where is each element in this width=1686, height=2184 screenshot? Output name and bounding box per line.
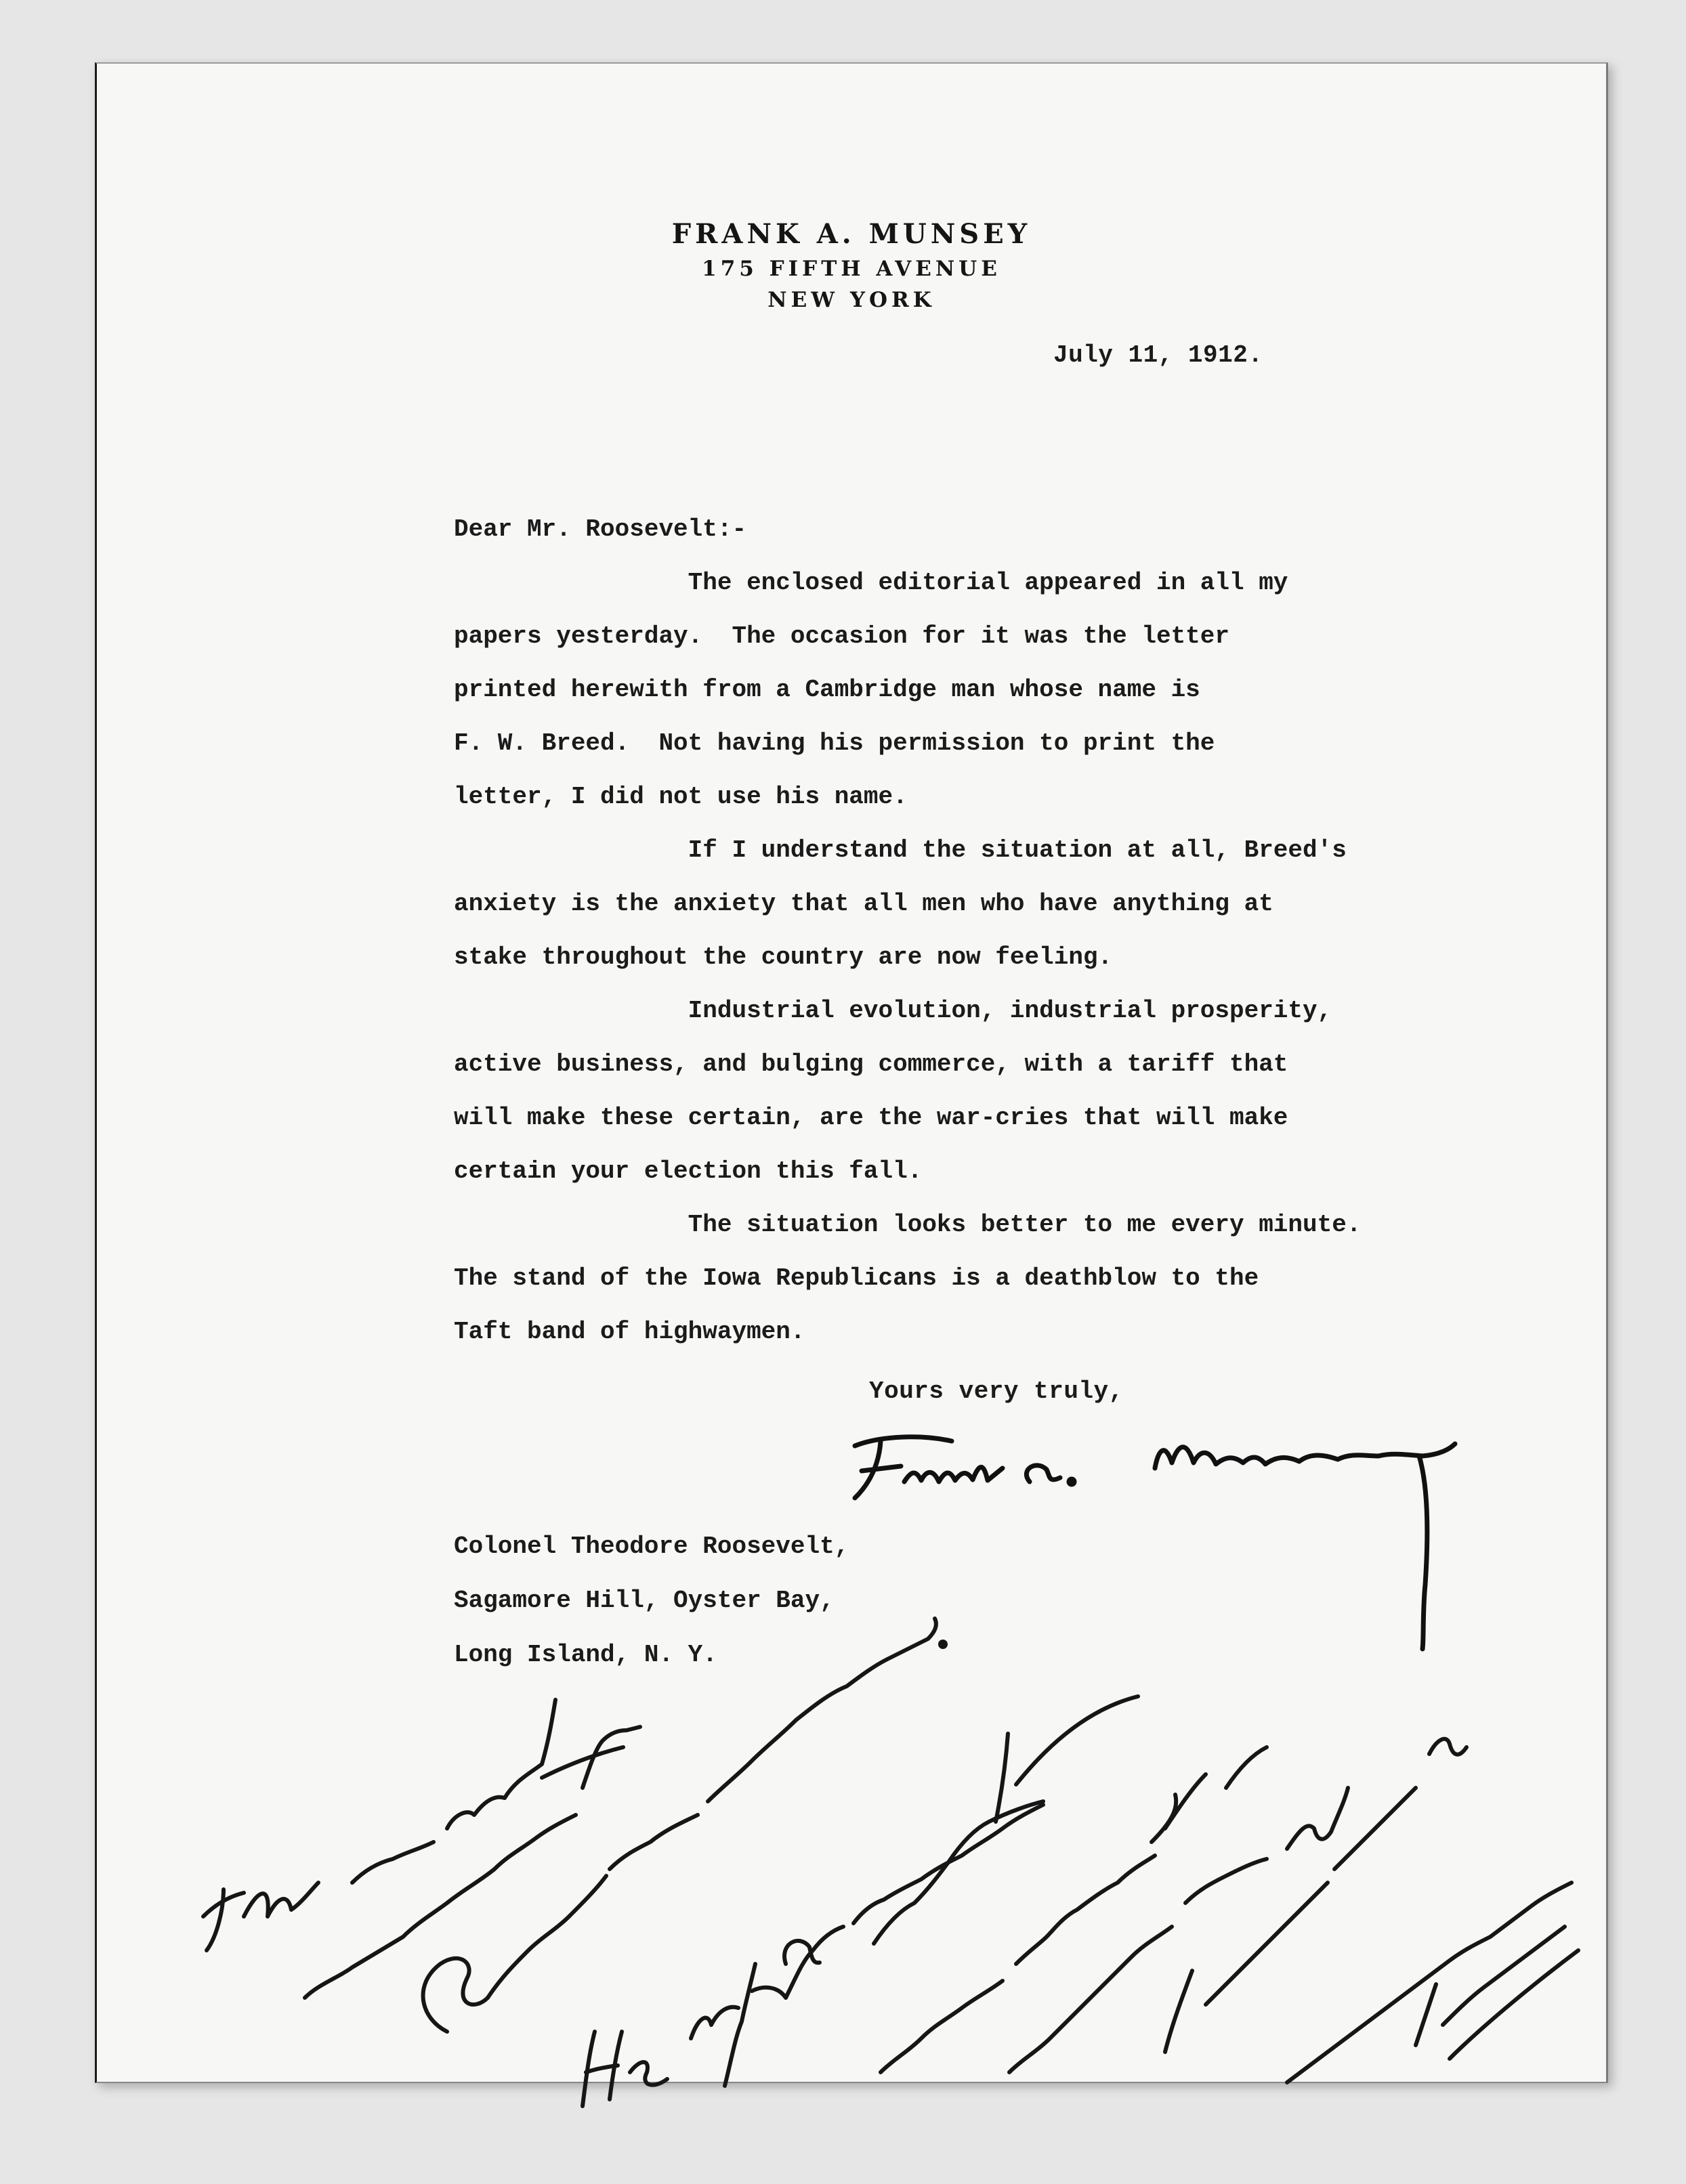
body-line: papers yesterday. The occasion for it was the letter bbox=[454, 622, 1229, 650]
letterhead bbox=[97, 218, 1606, 312]
letter-date: July 11, 1912. bbox=[1053, 341, 1263, 369]
body-line: Industrial evolution, industrial prosperity, bbox=[454, 997, 1332, 1025]
body-line: The enclosed editorial appeared in all my bbox=[454, 569, 1288, 597]
letterhead-name: FRANK A. MUNSEY bbox=[671, 218, 1032, 250]
recipient-address bbox=[454, 1520, 849, 1682]
recipient-line: Sagamore Hill, Oyster Bay, bbox=[454, 1587, 835, 1614]
body-line: The situation looks better to me every minute. bbox=[454, 1211, 1362, 1239]
letterhead-address: 175 FIFTH AVENUE bbox=[702, 257, 1001, 281]
body-line: If I understand the situation at all, Breed's bbox=[454, 836, 1347, 864]
body-line: letter, I did not use his name. bbox=[454, 783, 908, 811]
body-line: The stand of the Iowa Republicans is a deathblow to the bbox=[454, 1264, 1259, 1292]
body-line: stake throughout the country are now feeling. bbox=[454, 943, 1113, 971]
recipient-line: Colonel Theodore Roosevelt, bbox=[454, 1533, 849, 1560]
letterhead-city: NEW YORK bbox=[767, 288, 935, 312]
body-line: printed herewith from a Cambridge man whose name is bbox=[454, 676, 1200, 704]
letter-sheet bbox=[95, 62, 1608, 2083]
body-line: certain your election this fall. bbox=[454, 1157, 923, 1185]
salutation: Dear Mr. Roosevelt:- bbox=[454, 515, 747, 543]
letter-body bbox=[454, 502, 1361, 1358]
body-line: F. W. Breed. Not having his permission to print the bbox=[454, 729, 1215, 757]
body-line: active business, and bulging commerce, with a tariff that bbox=[454, 1050, 1288, 1078]
recipient-line: Long Island, N. Y. bbox=[454, 1641, 717, 1669]
body-line: will make these certain, are the war-cries that will make bbox=[454, 1104, 1288, 1132]
body-line: anxiety is the anxiety that all men who have anything at bbox=[454, 890, 1273, 918]
body-line: Taft band of highwaymen. bbox=[454, 1318, 805, 1346]
closing: Yours very truly, bbox=[869, 1377, 1124, 1405]
